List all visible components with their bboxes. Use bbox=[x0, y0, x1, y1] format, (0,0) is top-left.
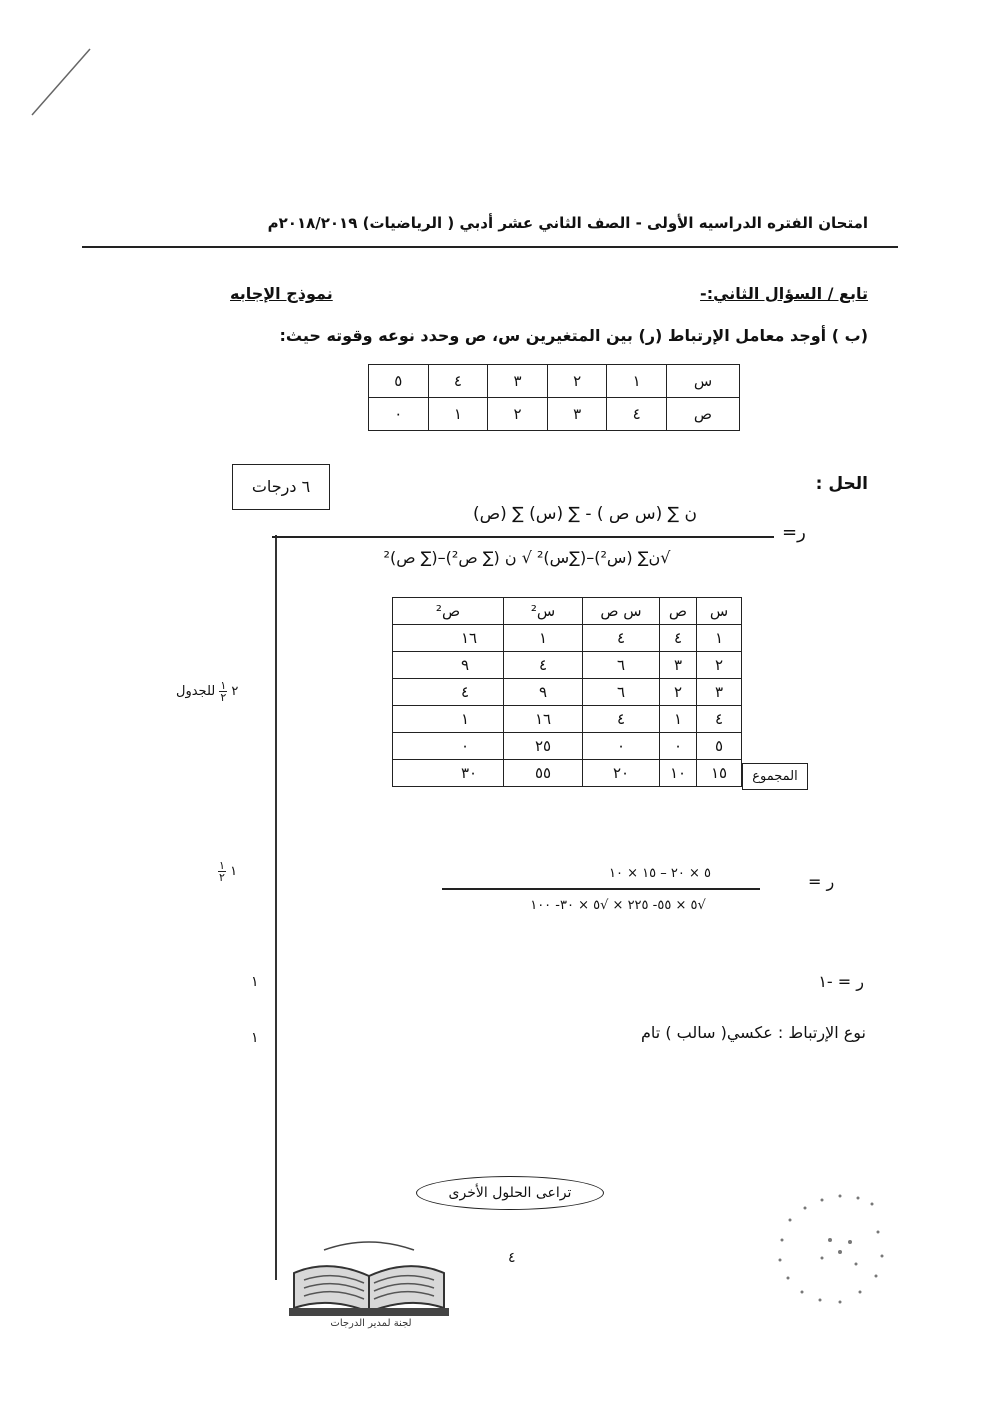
table-cell: ١ bbox=[660, 706, 697, 733]
marking-margin-line bbox=[275, 535, 277, 1280]
substitution-numerator: ٥ × ٢٠ – ١٥ × ١٠ bbox=[609, 866, 711, 881]
formula-numerator: ن ∑ (س ص ) - ∑ (س) ∑ (ص) bbox=[472, 504, 698, 524]
table-cell: ٢ bbox=[488, 398, 548, 431]
table-cell: ٠ bbox=[583, 733, 660, 760]
stamp-caption: لجنة لمدير الدرجات bbox=[330, 1318, 412, 1329]
column-header: ص² bbox=[393, 598, 504, 625]
pen-stroke-mark bbox=[28, 45, 98, 120]
table-row bbox=[393, 679, 742, 706]
table-cell: ٠ bbox=[393, 733, 504, 760]
column-header: س² bbox=[504, 598, 583, 625]
table-mark-label: للجدول bbox=[176, 684, 216, 699]
question-text: (ب ) أوجد معامل الإرتباط (ر) بين المتغيرين س، ص وحدد نوعه وقوته حيث: bbox=[279, 326, 868, 345]
table-cell: ٥ bbox=[697, 733, 742, 760]
table-cell: س bbox=[667, 365, 740, 398]
table-cell: ١ bbox=[607, 365, 667, 398]
table-cell: ١٦ bbox=[504, 706, 583, 733]
table-cell: ٢٥ bbox=[504, 733, 583, 760]
table-cell: ص bbox=[667, 398, 740, 431]
table-row bbox=[369, 365, 740, 398]
calculation-table bbox=[392, 597, 742, 787]
total-row-label: المجموع bbox=[742, 763, 808, 790]
table-cell: ١٠ bbox=[660, 760, 697, 787]
table-cell: ٤ bbox=[697, 706, 742, 733]
table-cell: ٠ bbox=[369, 398, 429, 431]
substitution-lhs: ر = bbox=[808, 872, 835, 891]
type-mark: ١ bbox=[251, 1030, 259, 1046]
header-rule bbox=[82, 246, 898, 248]
formula-denominator: √ن∑ (س²)–(∑س)² √ ن (∑ ص²)–(∑ ص)² bbox=[383, 548, 671, 567]
table-mark bbox=[176, 680, 238, 703]
table-cell: ٤ bbox=[583, 625, 660, 652]
table-cell: ١ bbox=[428, 398, 488, 431]
table-cell: ٩ bbox=[504, 679, 583, 706]
substitution-fraction-bar bbox=[442, 888, 760, 890]
table-cell: ١٥ bbox=[697, 760, 742, 787]
given-data-table bbox=[368, 364, 740, 431]
table-mark-whole: ٢ bbox=[231, 684, 239, 699]
alternate-solutions-note: تراعى الحلول الأخرى bbox=[416, 1176, 604, 1210]
table-cell: ٣ bbox=[547, 398, 607, 431]
answer-model-label: نموذج الإجابه bbox=[230, 284, 333, 303]
table-row bbox=[393, 625, 742, 652]
table-cell: ٤ bbox=[607, 398, 667, 431]
substitution-denominator: √٥ × ٥٥- ٢٢٥ × √٥ × ٣٠- ١٠٠ bbox=[530, 898, 706, 913]
table-cell: ٩ bbox=[393, 652, 504, 679]
correlation-type-text: نوع الإرتباط : عكسي( سالب ) تام bbox=[641, 1023, 866, 1042]
table-row bbox=[393, 706, 742, 733]
table-cell: ١٦ bbox=[393, 625, 504, 652]
table-row bbox=[393, 652, 742, 679]
exam-header-title: امتحان الفتره الدراسيه الأولى - الصف الثاني عشر أدبي ( الرياضيات) ٢٠١٨/٢٠١٩م bbox=[267, 214, 868, 232]
solution-label: الحل : bbox=[815, 474, 868, 494]
page-number: ٤ bbox=[508, 1250, 516, 1266]
table-cell: ٣ bbox=[660, 652, 697, 679]
table-cell: ٦ bbox=[583, 679, 660, 706]
table-cell: ٤ bbox=[504, 652, 583, 679]
table-cell: ٥ bbox=[369, 365, 429, 398]
table-cell: ٤ bbox=[393, 679, 504, 706]
result-mark: ١ bbox=[251, 974, 259, 990]
table-cell: ٢ bbox=[660, 679, 697, 706]
table-total-row bbox=[393, 760, 742, 787]
table-cell: ٦ bbox=[583, 652, 660, 679]
table-cell: ٣ bbox=[697, 679, 742, 706]
table-cell: ١ bbox=[697, 625, 742, 652]
table-cell: ١ bbox=[504, 625, 583, 652]
dotted-seal-mark bbox=[760, 1180, 900, 1320]
table-cell: ١ bbox=[393, 706, 504, 733]
column-header: س ص bbox=[583, 598, 660, 625]
column-header: ص bbox=[660, 598, 697, 625]
table-cell: ٢ bbox=[547, 365, 607, 398]
substitution-mark: ١ $\frac{١}{٢}$ bbox=[219, 859, 238, 884]
table-cell: ٠ bbox=[660, 733, 697, 760]
table-cell: ٢ bbox=[697, 652, 742, 679]
question-continuation-label: تابع / السؤال الثاني:- bbox=[700, 284, 868, 303]
formula-lhs: ر= bbox=[782, 522, 806, 543]
half-fraction: $\frac{١}{٢}$ bbox=[219, 859, 225, 884]
table-cell: ٤ bbox=[428, 365, 488, 398]
table-cell: ٤ bbox=[660, 625, 697, 652]
marks-box: ٦ درجات bbox=[232, 464, 330, 510]
table-row bbox=[393, 733, 742, 760]
table-cell: ٤ bbox=[583, 706, 660, 733]
table-cell: ٣ bbox=[488, 365, 548, 398]
table-header-row bbox=[393, 598, 742, 625]
column-header: س bbox=[697, 598, 742, 625]
half-fraction: $\frac{١}{٢}$ bbox=[220, 679, 227, 704]
result-value: ر = -١ bbox=[818, 972, 864, 991]
table-row bbox=[369, 398, 740, 431]
table-cell: ٥٥ bbox=[504, 760, 583, 787]
ministry-stamp-logo bbox=[284, 1228, 454, 1328]
table-cell: ٣٠ bbox=[393, 760, 504, 787]
table-cell: ٢٠ bbox=[583, 760, 660, 787]
formula-fraction-bar bbox=[272, 536, 774, 538]
